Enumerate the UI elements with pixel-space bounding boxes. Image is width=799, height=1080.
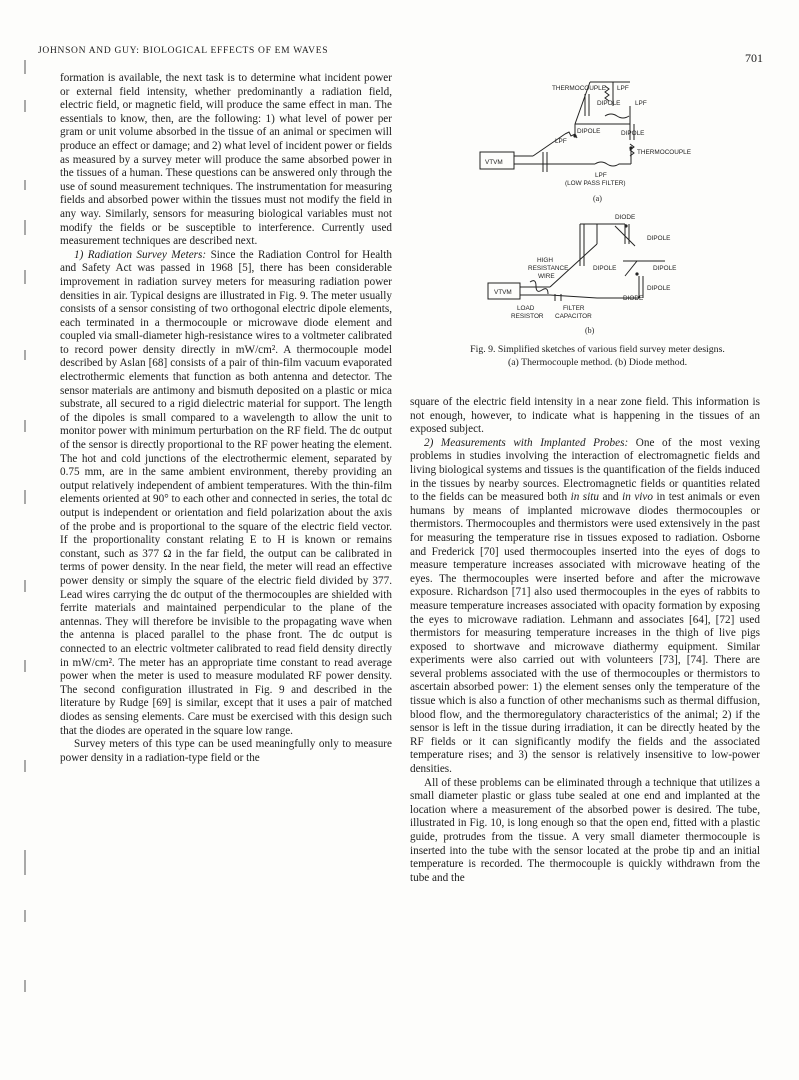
label-dipole-top: DIPOLE xyxy=(597,100,621,107)
figure-9-diagram xyxy=(425,76,770,341)
section-heading-implanted-probes: 2) Measurements with Implanted Probes: xyxy=(424,436,629,449)
paragraph-implanted-probes xyxy=(410,437,760,777)
label-thermocouple-top: THERMOCOUPLE xyxy=(552,85,606,92)
paragraph-implanted-probes-b: in test animals or even humans by means of implanted microwave diodes thermocouples or thermistors. Thermocouples and thermistors were used extensively in the past for measuring the temperature rise in tissues exposed to radiation. Osborne and Frederick [70] used thermocouples inserted into the eyes of dogs to measure temperature increases associated with microwave heating of the eyes. The thermocouples were inserted before and after the microwave exposure. Richardson [71] also used thermocouples in the eyes of rabbits to measure temperature increases associated with opacity formation by exposing the eyes to microwave radiation. Lehmann and associates [64], [72] used thermistors for measuring temperature increases in the thigh of live pigs exposed to shortwave and microwave diathermy equipment. Similar experiments were also carried out with volunteers [73], [74]. There are several problems associated with the use of thermocouples or thermistors to ascertain absorbed power: 1) the element senses only the temperature of the tissue which is also a function of other mechanisms such as thermal diffusion, blood flow, and the thermoregulatory characteristics of the animal; 2) if the sensor is left in the tissue during irradiation, it can be directly heated by the RF fields or it can significantly modify the fields and the associated temperature rises; and 3) the sensor is relatively insensitive to low-power densities. xyxy=(410,491,760,776)
margin-marks xyxy=(22,60,28,1060)
paragraph-survey-meters xyxy=(60,249,392,738)
paragraph-intro: formation is available, the next task is to determine what incident power or external field intensity, whether predominantly a radiation field, electric field, or magnetic field, will produce the same effect in man. The essentials to know, then, are the following: 1) what level of power per gram or unit volume absorbed in the tissue of an animal or specimen will produce an effect or damage; and 2) what level of incident power or fields as measured by a survey meter will produce the same absorbed power in the tissues of a human. These questions can be answered only through the use of sound measurement techniques. The instrumentation for measuring fields and absorbed power within the tissues must not modify the field in any way. Similarly, sensors for measuring biological variables must not modify the fields or be susceptible to interference. Currently used measurement techniques are described next. xyxy=(60,72,392,248)
label-dipole-left: DIPOLE xyxy=(577,128,601,135)
label-diode-bottom: DIODE xyxy=(623,295,644,302)
label-dipole-tr: DIPOLE xyxy=(647,235,671,242)
term-in-vivo: in vivo xyxy=(622,491,653,504)
running-title: JOHNSON AND GUY: BIOLOGICAL EFFECTS OF EM WAVES xyxy=(38,46,329,56)
label-diode-top: DIODE xyxy=(615,214,636,221)
label-load: LOAD xyxy=(517,305,535,312)
label-thermocouple-right: THERMOCOUPLE xyxy=(637,149,691,156)
label-resistance: RESISTANCE xyxy=(528,265,569,272)
figure-9 xyxy=(425,76,770,376)
figure-9b-sublabel: (b) xyxy=(585,326,595,335)
section-heading-survey-meters: 1) Radiation Survey Meters: xyxy=(74,248,207,261)
page-number: 701 xyxy=(745,51,763,65)
paragraph-survey-meters-body: Since the Radiation Control for Health and Safety Act was passed in 1968 [5], there has been considerable improvement in radiation survey meters for measuring radiation power densities in air. Typical designs are illustrated in Fig. 9. The meter usually consists of a sensor consisting of two orthogonal electric dipole elements, each terminated in a thermocouple or microwave diode element and coupled via small-diameter high-resistance wires to a voltmeter calibrated to record power density directly in mW/cm². A thermocouple model described by Aslan [68] consists of a pair of thin-film vacuum evaporated electrothermic elements that function as both antenna and detector. The sensor materials are antimony and bismuth deposited on a plastic or mica substrate, all secured to a rigid dielectric material for support. The length of the dipoles is small compared to a wavelength to allow the unit to monitor power with minimum perturbation on the RF field. The dc output of the sensor is directly proportional to the RF power heating the element. The hot and cold junctions of the electrothermic element, separated by 0.75 mm, are in the same ambient environment, thereby providing an output relatively independent of ambient temperatures. With the thin-film elements oriented at 90° to each other and connected in series, the total dc output is independent or orientation and field polarization about the axis of the probe and is proportional to the square of the electric field vector. If the proportionality constant relating E to H is known or remains constant, such as 377 Ω in the far field, the output can be calibrated in terms of power density. In the near field, the meter will read an effective power density or simply the square of the electric field divided by 377. Lead wires carrying the dc output of the thermocouples are shielded with ferrite materials and maintained perpendicular to the plane of the antennas. They will therefore be invisible to the propagating wave when the antenna is placed parallel to the phase front. The dc output is connected to an electric voltmeter calibrated to read field density directly in mW/cm². The meter has an appropriate time constant to read average power when the meter is used to measure modulated RF power density. The second configuration illustrated in Fig. 9 and described in the literature by Rudge [69] is similar, except that it uses a pair of matched diodes as sensing elements. Care must be exercised with this design such that the diodes are operated in the square low range. xyxy=(60,248,392,737)
word-and: and xyxy=(598,491,623,504)
label-vtvm-a: VTVM xyxy=(485,159,503,166)
label-low-pass-filter: (LOW PASS FILTER) xyxy=(565,180,626,187)
paragraph-survey-meters-cont: Survey meters of this type can be used meaningfully only to measure power density in a radiation-type field or the xyxy=(60,738,392,764)
label-resistor: RESISTOR xyxy=(511,313,544,320)
label-lpf-top: LPF xyxy=(617,85,629,92)
label-capacitor: CAPACITOR xyxy=(555,313,592,320)
margin-marks-graphic xyxy=(22,60,28,1060)
label-dipole-right: DIPOLE xyxy=(621,130,645,137)
paragraph-implanted-probes-a: One of the most vexing problems in studies involving the interaction of electromagnetic fields and living biological systems and tissues is the quantification of the fields induced in the tissues by nearby sources. Electromagnetic fields or quantities related to the fields can be measured both xyxy=(410,436,760,504)
label-high: HIGH xyxy=(537,257,553,264)
paragraph-tube-technique: All of these problems can be eliminated through a technique that utilizes a small diameter plastic or glass tube sealed at one end and implanted at the location where a measurement of the absorbed power is desired. The tube, illustrated in Fig. 10, is long enough so that the open end, fitted with a plastic guide, protrudes from the tissue. A very small diameter thermocouple is inserted into the tube with the sensor located at the probe tip and an initial temperature is recorded. The thermocouple is quickly withdrawn from the tube and the xyxy=(410,776,760,884)
left-column xyxy=(60,72,392,765)
label-lpf-bottom: LPF xyxy=(595,172,607,179)
figure-9-caption-line2: (a) Thermocouple method. (b) Diode method. xyxy=(507,356,688,368)
label-lpf-right: LPF xyxy=(635,100,647,107)
right-column xyxy=(410,396,760,885)
term-in-situ: in situ xyxy=(570,491,599,504)
label-dipole-br: DIPOLE xyxy=(647,285,671,292)
label-wire: WIRE xyxy=(538,273,555,280)
figure-9-caption xyxy=(425,344,770,369)
label-lpf-left: LPF xyxy=(555,138,567,145)
figure-9a-sublabel: (a) xyxy=(593,194,602,203)
label-dipole-right-b: DIPOLE xyxy=(653,265,677,272)
figure-9-caption-line1: Fig. 9. Simplified sketches of various field survey meter designs. xyxy=(470,344,725,355)
label-dipole-left-b: DIPOLE xyxy=(593,265,617,272)
label-vtvm-b: VTVM xyxy=(494,289,512,296)
paragraph-near-zone: square of the electric field intensity in a near zone field. This information is not enough, however, to indicate what is happening in the tissues of an exposed subject. xyxy=(410,396,760,436)
label-filter: FILTER xyxy=(563,305,585,312)
